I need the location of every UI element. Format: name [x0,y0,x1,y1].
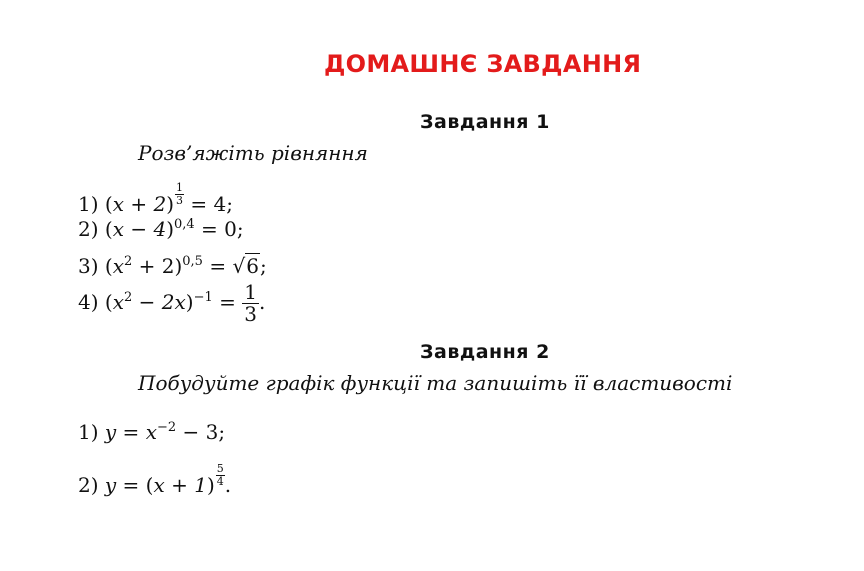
task-2-equation-1: 1) $y = x^{-2} - 3$; [78,420,226,444]
task-2-equation-2: 2) y = (x + 1) $\frac{5}{4}$ . [78,462,232,498]
equation-var: x [145,420,157,444]
task-2-heading: Завдання 2 [420,341,550,363]
task-1-equation-2: 2) $(x - 4)^{0,4} = 0$; [78,217,244,241]
equation-number: 2) [78,473,99,498]
task-1-heading: Завдання 1 [420,111,550,133]
task-1-equation-3: 3) $(x^2 + 2)^{0,5} = √6$; [78,254,267,278]
task-1-instruction: Розв’яжіть рівняння [138,141,368,165]
equation-base: x + 1 [153,473,207,498]
equation-rest: − 3 [182,420,219,444]
equation-lhs: y [104,473,117,498]
equation-number: 1) [78,420,99,444]
equation-lhs: y [104,420,117,444]
equation-number: 4) [78,290,99,314]
equation-number: 1) [78,192,99,217]
task-1-equation-4: 4) $(x^2 - 2x)^{-1}$ = $\frac{1}{3}$ . [78,280,266,326]
equation-number: 2) [78,217,99,241]
base-power: 2 [123,290,133,306]
task-1-equation-1: 1) (x + 2) $\frac{1}{3}$ = 4; [78,181,233,217]
equation-base-var: x [112,254,124,278]
task-2-instruction: Побудуйте графік функції та запишіть її властивості [138,371,733,395]
fraction-exponent: $\frac{5}{4}$ [216,462,224,488]
fraction-rhs: $\frac{1}{3}$ [244,280,257,326]
equation-rhs: 4 [213,192,227,217]
exponent: 0,4 [174,217,195,233]
exponent: 0,5 [182,254,203,270]
fraction-exponent: $\frac{1}{3}$ [176,181,183,207]
exponent: −2 [156,420,177,436]
equation-base: x − 4 [112,217,167,241]
equation-base: x + 2 [112,192,167,217]
equation-base-var: x [112,290,124,314]
equation-rhs: 0 [224,217,237,241]
page-title: ДОМАШНЄ ЗАВДАННЯ [324,50,642,78]
equation-number: 3) [78,254,99,278]
exponent: −1 [193,290,213,306]
equation-base-rest: + 2 [138,254,175,278]
equation-base-rest: − 2x [138,290,186,314]
base-power: 2 [123,254,133,270]
square-root: √6 [232,254,259,278]
